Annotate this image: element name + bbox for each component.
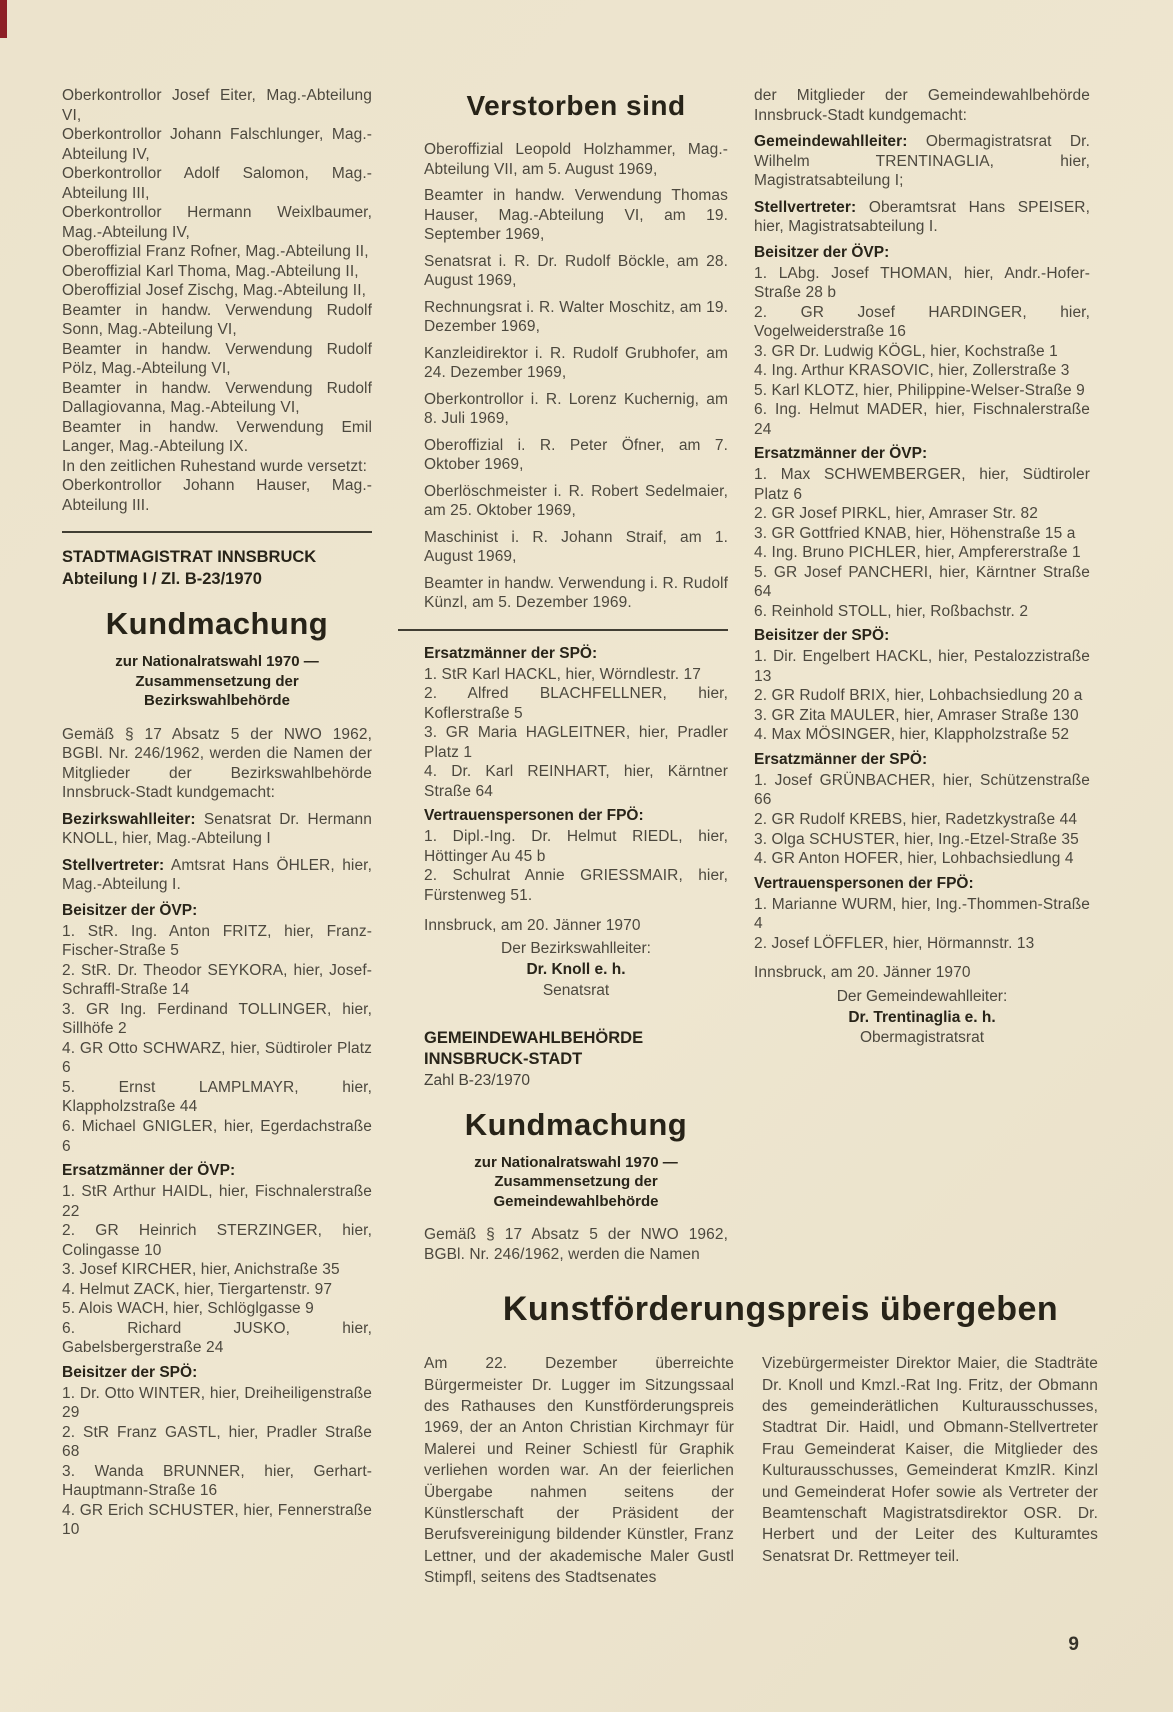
article-paragraph-left: Am 22. Dezember überreichte Bürgermeister Dr. Lugger im Sitzungssaal des Rathauses den Kunstförderungspreis 1969, der an Anton Christian Kirchmayr für Malerei und Reiner Schiestl für Graphik verliehen worden war. An der feierlichen Übergabe nahmen seitens der Künstlerschaft der Präsident der Berufsvereinigung bildender Künstler, Franz Lettner, und der akademische Maler Gustl Stimpfl, seitens des Stadtsenates bbox=[424, 1355, 734, 1587]
signature-title: Senatsrat bbox=[542, 981, 610, 999]
group-ersatzmaenner-oevp bbox=[754, 445, 1090, 621]
personnel-transfer-list bbox=[62, 86, 372, 515]
member-entry: 1. Josef GRÜNBACHER, hier, Schützenstraße 66 bbox=[754, 771, 1090, 809]
member-entry: 4. Helmut ZACK, hier, Tiergartenstr. 97 bbox=[62, 1280, 333, 1298]
group-vertrauenspersonen-fpoe bbox=[424, 807, 728, 905]
bezirk-kundmachung bbox=[62, 547, 372, 1539]
scan-artifact-red-mark bbox=[0, 0, 7, 38]
member-entry: 2. GR Rudolf KREBS, hier, Radetzkystraße 44 bbox=[754, 810, 1078, 828]
member-entry: 2. Alfred BLACHFELLNER, hier, Koflerstraße 5 bbox=[424, 685, 728, 722]
election-leader bbox=[754, 132, 1090, 191]
kundmachung-intro: Gemäß § 17 Absatz 5 der NWO 1962, BGBl. Nr. 246/1962, werden die Namen bbox=[424, 1226, 728, 1263]
issuing-authority: GEMEINDEWAHLBEHÖRDE INNSBRUCK-STADT bbox=[424, 1028, 644, 1069]
page-number: 9 bbox=[1068, 1634, 1079, 1655]
article-title: Kunstförderungspreis übergeben bbox=[502, 1290, 1059, 1329]
signature-role: Der Bezirkswahlleiter: bbox=[501, 940, 651, 958]
member-entry: 4. GR Otto SCHWARZ, hier, Südtiroler Platz 6 bbox=[62, 1039, 372, 1077]
member-entry: 6. Richard JUSKO, hier, Gabelsbergerstraße 24 bbox=[62, 1319, 372, 1357]
member-entry: 6. Ing. Helmut MADER, hier, Fischnalerstraße 24 bbox=[754, 401, 1090, 438]
group-ersatzmaenner-spoe bbox=[754, 751, 1090, 869]
member-entry: 2. Josef LÖFFLER, hier, Hörmannstr. 13 bbox=[754, 934, 1035, 952]
deputy-label: Stellvertreter: bbox=[754, 198, 857, 216]
list-item: Oberkontrollor Adolf Salomon, Mag.-Abteilung III, bbox=[62, 165, 372, 202]
kundmachung-subtitle: zur Nationalratswahl 1970 — Zusammensetzung der Gemeindewahlbehörde bbox=[474, 1153, 678, 1210]
member-entry: 1. Max SCHWEMBERGER, hier, Südtiroler Platz 6 bbox=[754, 466, 1090, 503]
member-entry: 3. GR Ing. Ferdinand TOLLINGER, hier, Sillhöfe 2 bbox=[62, 1000, 372, 1038]
section-divider bbox=[62, 531, 372, 533]
group-heading: Ersatzmänner der ÖVP: bbox=[62, 1162, 236, 1180]
member-entry: 3. Josef KIRCHER, hier, Anichstraße 35 bbox=[62, 1261, 340, 1279]
deputy-name: Amtsrat Hans ÖHLER, hier, Mag.-Abteilung I. bbox=[62, 856, 372, 894]
member-entry: 5. Karl KLOTZ, hier, Philippine-Welser-Straße 9 bbox=[754, 381, 1085, 399]
group-heading: Ersatzmänner der ÖVP: bbox=[754, 445, 928, 463]
list-item: In den zeitlichen Ruhestand wurde versetzt: bbox=[62, 457, 367, 475]
member-entry: 2. GR Rudolf BRIX, hier, Lohbachsiedlung 20 a bbox=[754, 687, 1083, 705]
member-entry: 3. GR Gottfried KNAB, hier, Höhenstraße 15 a bbox=[754, 524, 1076, 542]
signature-name: Dr. Trentinaglia e. h. bbox=[848, 1008, 996, 1026]
deceased-entry: Beamter in handw. Verwendung Thomas Hauser, Mag.-Abteilung VI, am 19. September 1969, bbox=[424, 187, 728, 244]
member-entry: 2. StR. Dr. Theodor SEYKORA, hier, Josef-Schraffl-Straße 14 bbox=[62, 961, 372, 999]
signature-block bbox=[424, 939, 728, 1002]
deputy-name: Oberamtsrat Hans SPEISER, hier, Magistratsabteilung I. bbox=[754, 198, 1090, 236]
member-entry: 2. GR Josef HARDINGER, hier, Vogelweiderstraße 16 bbox=[754, 303, 1090, 341]
member-entry: 1. LAbg. Josef THOMAN, hier, Andr.-Hofer-Straße 28 b bbox=[754, 264, 1090, 302]
member-entry: 2. StR Franz GASTL, hier, Pradler Straße 68 bbox=[62, 1423, 372, 1461]
election-deputy bbox=[62, 856, 372, 895]
deceased-entry: Maschinist i. R. Johann Straif, am 1. August 1969, bbox=[424, 528, 728, 566]
dateline: Innsbruck, am 20. Jänner 1970 bbox=[424, 916, 641, 934]
member-entry: 5. Ernst LAMPLMAYR, hier, Klappholzstraße 44 bbox=[62, 1078, 372, 1116]
group-beisitzer-spoe bbox=[62, 1364, 372, 1540]
section-divider bbox=[398, 629, 728, 631]
article-paragraph-right: Vizebürgermeister Direktor Maier, die Stadträte Dr. Knoll und Kmzl.-Rat Ing. Fritz, der Obmann des gemeinderätlichen Kulturausschusses, Stadtrat Dir. Haidl, und Obmann-Stellvertreter Frau Gemeinderat Kaiser, die Mitglieder des Kulturausschusses, Gemeinderat KmzlR. Kinzl und Gemeinderat Hofer sowie als Vertreter der Beamtenschaft Magistratsdirektor OSR. Dr. Herbert und der Leiter des Kulturamtes Senatsrat Dr. Rettmeyer teil. bbox=[762, 1355, 1098, 1565]
kundmachung-title: Kundmachung bbox=[464, 1106, 688, 1142]
group-vertrauenspersonen-fpoe bbox=[754, 875, 1090, 954]
group-heading: Beisitzer der SPÖ: bbox=[754, 627, 890, 645]
group-heading: Beisitzer der ÖVP: bbox=[754, 243, 890, 261]
group-ersatzmaenner-oevp bbox=[62, 1162, 372, 1358]
member-entry: 2. GR Heinrich STERZINGER, hier, Colingasse 10 bbox=[62, 1222, 372, 1259]
group-beisitzer-oevp bbox=[754, 244, 1090, 440]
member-entry: 4. Max MÖSINGER, hier, Klappholzstraße 52 bbox=[754, 726, 1070, 744]
signature-role: Der Gemeindewahlleiter: bbox=[836, 987, 1008, 1005]
leader-name: Senatsrat Dr. Hermann KNOLL, hier, Mag.-Abteilung I bbox=[62, 810, 372, 848]
issuing-authority: STADTMAGISTRAT INNSBRUCK bbox=[62, 548, 317, 567]
file-reference: Abteilung I / Zl. B-23/1970 bbox=[62, 569, 262, 588]
intro-continuation: der Mitglieder der Gemeindewahlbehörde Innsbruck-Stadt kundgemacht: bbox=[754, 87, 1090, 124]
member-entry: 1. Dir. Engelbert HACKL, hier, Pestalozzistraße 13 bbox=[754, 648, 1090, 685]
member-entry: 3. Wanda BRUNNER, hier, Gerhart-Hauptmann-Straße 16 bbox=[62, 1462, 372, 1500]
kundmachung-subtitle: zur Nationalratswahl 1970 — Zusammensetzung der Bezirkswahlbehörde bbox=[115, 653, 319, 710]
dateline: Innsbruck, am 20. Jänner 1970 bbox=[754, 964, 971, 982]
deceased-entry: Senatsrat i. R. Dr. Rudolf Böckle, am 28. August 1969, bbox=[424, 252, 728, 290]
member-entry: 4. GR Erich SCHUSTER, hier, Fennerstraße 10 bbox=[62, 1501, 372, 1539]
list-item: Beamter in handw. Verwendung Rudolf Pölz, Mag.-Abteilung VI, bbox=[62, 340, 372, 378]
kundmachung-intro: Gemäß § 17 Absatz 5 der NWO 1962, BGBl. Nr. 246/1962, werden die Namen der Mitglieder der Bezirkswahlbehörde Innsbruck-Stadt kundgemacht: bbox=[62, 725, 372, 802]
member-entry: 4. GR Anton HOFER, hier, Lohbachsiedlung 4 bbox=[754, 850, 1074, 868]
right-area bbox=[398, 86, 1137, 1588]
member-entry: 1. StR Karl HACKL, hier, Wörndlestr. 17 bbox=[424, 665, 701, 683]
member-entry: 4. Dr. Karl REINHART, hier, Kärntner Straße 64 bbox=[424, 763, 728, 800]
member-entry: 1. Marianne WURM, hier, Ing.-Thommen-Straße 4 bbox=[754, 895, 1090, 933]
group-heading: Ersatzmänner der SPÖ: bbox=[424, 644, 598, 662]
article-columns bbox=[424, 1353, 1137, 1588]
deceased-section bbox=[398, 90, 728, 613]
member-entry: 1. StR Arthur HAIDL, hier, Fischnalerstraße 22 bbox=[62, 1183, 372, 1220]
member-entry: 5. GR Josef PANCHERI, hier, Kärntner Straße 64 bbox=[754, 563, 1090, 601]
deceased-entry: Oberlöschmeister i. R. Robert Sedelmaier, am 25. Oktober 1969, bbox=[424, 482, 728, 520]
group-beisitzer-spoe bbox=[754, 627, 1090, 745]
bezirk-lists-continued bbox=[398, 645, 728, 1265]
group-heading: Beisitzer der SPÖ: bbox=[62, 1363, 198, 1381]
list-item: Oberkontrollor Hermann Weixlbaumer, Mag.-Abteilung IV, bbox=[62, 204, 372, 241]
deceased-entry: Oberoffizial i. R. Peter Öfner, am 7. Oktober 1969, bbox=[424, 436, 728, 474]
member-entry: 4. Ing. Bruno PICHLER, hier, Ampfererstraße 1 bbox=[754, 544, 1081, 562]
member-entry: 1. StR. Ing. Anton FRITZ, hier, Franz-Fischer-Straße 5 bbox=[62, 922, 372, 960]
middle-column bbox=[398, 86, 728, 1264]
signature-title: Obermagistratsrat bbox=[859, 1029, 985, 1047]
member-entry: 4. Ing. Arthur KRASOVIC, hier, Zollerstraße 3 bbox=[754, 362, 1070, 380]
list-item: Beamter in handw. Verwendung Rudolf Sonn, Mag.-Abteilung VI, bbox=[62, 301, 372, 339]
group-ersatzmaenner-spoe bbox=[424, 645, 728, 802]
election-leader bbox=[62, 810, 372, 849]
list-item: Oberoffizial Franz Rofner, Mag.-Abteilung II, bbox=[62, 243, 369, 261]
member-entry: 3. Olga SCHUSTER, hier, Ing.-Etzel-Straße 35 bbox=[754, 830, 1079, 848]
member-entry: 6. Michael GNIGLER, hier, Egerdachstraße 6 bbox=[62, 1118, 372, 1155]
list-item: Beamter in handw. Verwendung Rudolf Dallagiovanna, Mag.-Abteilung VI, bbox=[62, 379, 372, 417]
member-entry: 2. Schulrat Annie GRIESSMAIR, hier, Fürstenweg 51. bbox=[424, 867, 728, 904]
member-entry: 5. Alois WACH, hier, Schlöglgasse 9 bbox=[62, 1300, 314, 1318]
member-entry: 3. GR Dr. Ludwig KÖGL, hier, Kochstraße 1 bbox=[754, 342, 1058, 360]
deceased-entry: Oberkontrollor i. R. Lorenz Kuchernig, am 8. Juli 1969, bbox=[424, 390, 728, 428]
right-column bbox=[754, 86, 1090, 1264]
list-item: Oberoffizial Josef Zischg, Mag.-Abteilung II, bbox=[62, 282, 367, 300]
deceased-entry: Beamter in handw. Verwendung i. R. Rudolf Künzl, am 5. Dezember 1969. bbox=[424, 574, 728, 612]
leader-name: Obermagistratsrat Dr. Wilhelm TRENTINAGLIA, hier, Magistratsabteilung I; bbox=[754, 133, 1090, 190]
member-entry: 2. GR Josef PIRKL, hier, Amraser Str. 82 bbox=[754, 505, 1038, 523]
signature-name: Dr. Knoll e. h. bbox=[526, 960, 626, 978]
deputy-label: Stellvertreter: bbox=[62, 856, 165, 874]
member-entry: 1. Dipl.-Ing. Dr. Helmut RIEDL, hier, Höttinger Au 45 b bbox=[424, 828, 728, 865]
left-column bbox=[62, 86, 372, 1588]
list-item: Oberkontrollor Johann Falschlunger, Mag.-Abteilung IV, bbox=[62, 126, 372, 163]
kunstfoerderungspreis-article bbox=[398, 1290, 1137, 1588]
kundmachung-title: Kundmachung bbox=[105, 606, 329, 642]
leader-label: Bezirkswahlleiter: bbox=[62, 810, 196, 828]
member-entry: 1. Dr. Otto WINTER, hier, Dreiheiligenstraße 29 bbox=[62, 1384, 372, 1422]
list-item: Beamter in handw. Verwendung Emil Langer, Mag.-Abteilung IX. bbox=[62, 418, 372, 456]
list-item: Oberkontrollor Johann Hauser, Mag.-Abteilung III. bbox=[62, 477, 372, 514]
member-entry: 3. GR Maria HAGLEITNER, hier, Pradler Platz 1 bbox=[424, 724, 728, 761]
deceased-title: Verstorben sind bbox=[466, 90, 686, 121]
group-heading: Ersatzmänner der SPÖ: bbox=[754, 750, 928, 768]
deceased-entry: Kanzleidirektor i. R. Rudolf Grubhofer, am 24. Dezember 1969, bbox=[424, 344, 728, 382]
leader-label: Gemeindewahlleiter: bbox=[754, 133, 908, 151]
upper-columns bbox=[398, 86, 1137, 1264]
member-entry: 3. GR Zita MAULER, hier, Amraser Straße 130 bbox=[754, 706, 1079, 724]
group-beisitzer-oevp bbox=[62, 902, 372, 1156]
member-entry: 6. Reinhold STOLL, hier, Roßbachstr. 2 bbox=[754, 602, 1029, 620]
group-heading: Beisitzer der ÖVP: bbox=[62, 901, 198, 919]
list-item: Oberoffizial Karl Thoma, Mag.-Abteilung II, bbox=[62, 262, 359, 280]
deceased-entry: Oberoffizial Leopold Holzhammer, Mag.-Abteilung VII, am 5. August 1969, bbox=[424, 141, 728, 178]
deceased-list bbox=[424, 140, 728, 613]
gemeinde-kundmachung-head bbox=[424, 1028, 728, 1265]
group-heading: Vertrauenspersonen der FPÖ: bbox=[424, 807, 644, 825]
file-reference: Zahl B-23/1970 bbox=[424, 1071, 530, 1089]
deceased-entry: Rechnungsrat i. R. Walter Moschitz, am 19. Dezember 1969, bbox=[424, 298, 728, 336]
election-deputy bbox=[754, 198, 1090, 237]
signature-block bbox=[754, 987, 1090, 1050]
list-item: Oberkontrollor Josef Eiter, Mag.-Abteilung VI, bbox=[62, 87, 372, 124]
group-heading: Vertrauenspersonen der FPÖ: bbox=[754, 874, 974, 892]
